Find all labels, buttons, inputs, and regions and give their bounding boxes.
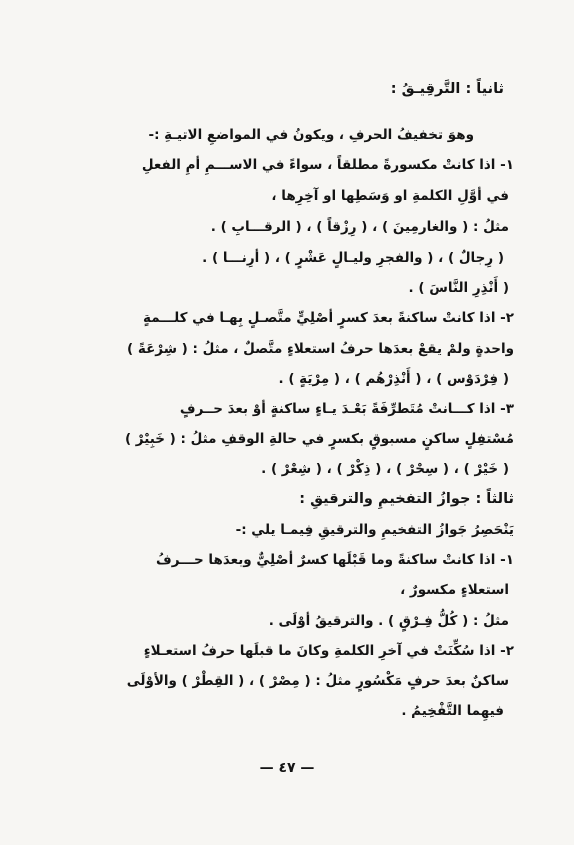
rule-3-examples: ( خَيْرْ ) ، ( سِحْرْ ) ، ( ذِكْرْ ) ، ( شِعْرْ ) . xyxy=(261,461,509,477)
rule-2-line-1: ٢- اذا كانتْ ساكنةً بعدَ كسرٍ أصْلِيٍّ متَّصـلٍ بِهـا في كلـــمةٍ xyxy=(143,310,514,326)
rule-3-line-2: مُسْتفِلٍ ساكنٍ مسبوقٍ بكسرٍ في حالةِ الوقفِ مثلُ : ( خَبِيْرْ ) xyxy=(124,431,514,447)
section-heading-tarqeeq: ثانياً : التَّرقِيـقُ : xyxy=(390,81,504,97)
rule-3-line-1: ٣- اذا كـــانتْ مُتَطرِّفَةً بَعْـدَ يـاءٍ ساكنةٍ أوْ بعدَ حــرفٍ xyxy=(179,401,514,417)
jawaz-rule-2-line-2: ساكنٌ بعدَ حرفٍ مَكْسُورٍ مثلُ : ( مِصْرْ ) ، ( القِطْرْ ) والأوْلَى xyxy=(126,673,509,689)
rule-1-examples-2: ( رِجالٌ ) ، ( والفجرِ وليـالٍ عَشْرٍ ) ، ( أرِنـــا ) . xyxy=(202,250,504,266)
rule-1-line-2: في أوَّلِ الكلمةِ او وَسَطِها او آخِرِها ، xyxy=(271,188,509,204)
jawaz-rule-2-line-3: فيهِما التَّفْخِيمُ . xyxy=(401,703,504,719)
rule-2-line-2: واحدةٍ ولمْ يقعْ بعدَها حرفُ استعلاءٍ متَّصلٌ ، مثلُ : ( شِرْعَةً ) xyxy=(127,341,514,357)
section-heading-jawaz: ثالثاً : جوازُ التفخيمِ والترقيقِ : xyxy=(299,491,514,507)
rule-1-examples-3: ( أَنْذِرِ النَّاسَ ) . xyxy=(408,280,509,296)
jawaz-rule-1-example: مثلُ : ( كُلُّ فِـرْقٍ ) . والترقيقُ أوْلَى . xyxy=(268,613,509,629)
page-number: — ٤٧ — xyxy=(259,760,315,776)
jawaz-intro: يَنْحَصِرُ جَوازُ التفخيمِ والترقيقِ فِيمـا يلي :- xyxy=(235,522,514,538)
jawaz-rule-1-line-1: ١- اذا كانتْ ساكنةً وما قَبْلَها كسرٌ أصْلِيٌّ وبعدَها حـــرفُ xyxy=(156,552,514,568)
rule-1-line-1: ١- اذا كانتْ مكسورةً مطلقاً ، سواءً في الاســـمِ أمِ الفعلِ xyxy=(141,157,514,173)
rule-1-examples-1: مثلُ : ( والغارمِينَ ) ، ( رِزْقاً ) ، ( الرقـــابِ ) . xyxy=(210,219,509,235)
intro-line: وهوَ تخفيفُ الحرفِ ، ويكونُ في المواضعِ الاتيـةِ :- xyxy=(148,127,474,143)
jawaz-rule-2-line-1: ٢- اذا سُكِّنَتْ في آخرِ الكلمةِ وكانَ ما قبلَها حرفُ استعـلاءٍ xyxy=(143,643,514,659)
jawaz-rule-1-line-2: استعلاءٍ مكسورٌ ، xyxy=(400,582,509,598)
rule-2-examples: ( فِرْدَوْس ) ، ( أَنْذِرْهُم ) ، ( مِرْيَةٍ ) . xyxy=(278,371,509,387)
